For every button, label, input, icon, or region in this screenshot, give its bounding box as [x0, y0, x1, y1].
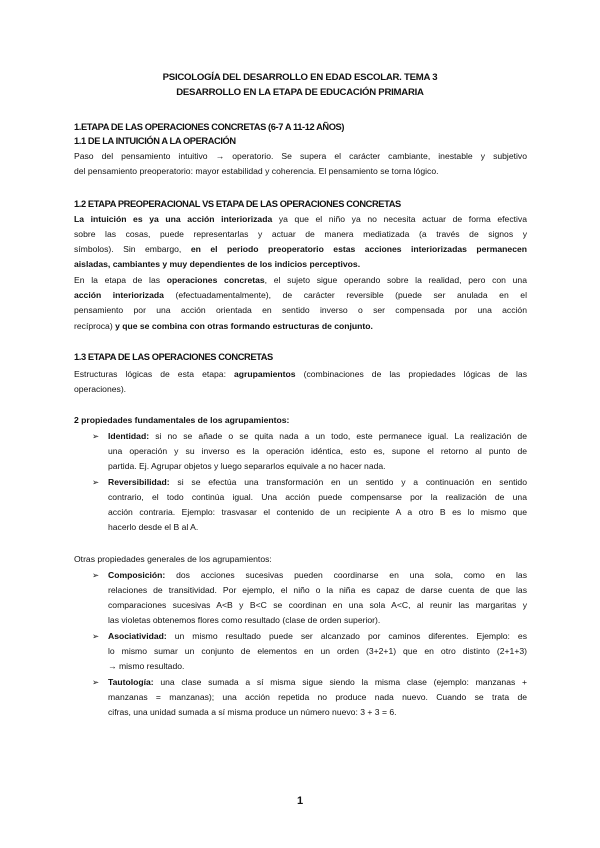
paragraph-line	[74, 368, 527, 380]
list-item-line: las violetas obtenemos flores como resultado (clase de orden superior).	[108, 615, 381, 625]
subsection-heading-1-3: 1.3 ETAPA DE LAS OPERACIONES CONCRETAS	[74, 352, 273, 362]
bullet-arrow-icon: ➢	[92, 570, 100, 580]
paragraph-line: sobre las cosas, puede representarlas y actuar de manera mediatizada (a través de signos y	[74, 229, 527, 239]
bold-text: Identidad:	[108, 431, 150, 441]
text: un mismo resultado puede ser alcanzado por caminos diferentes. Ejemplo: es	[166, 631, 527, 641]
bullet-arrow-icon: ➢	[92, 677, 100, 687]
subsection-heading-1-2: 1.2 ETAPA PREOPERACIONAL VS ETAPA DE LAS OPERACIONES CONCRETAS	[74, 199, 401, 209]
bold-text: y que se combina con otras formando estructuras de conjunto.	[112, 321, 373, 331]
list-item	[108, 676, 527, 688]
paragraph-line: operaciones).	[74, 384, 127, 394]
list-item	[108, 630, 527, 642]
paragraph-line	[74, 320, 373, 332]
bold-text: 2 propiedades fundamentales de los agrupamientos:	[74, 415, 290, 425]
bold-text: operaciones concretas	[166, 275, 265, 285]
text: (combinaciones de las propiedades lógicas de las	[295, 369, 527, 379]
paragraph-line: Otras propiedades generales de los agrupamientos:	[74, 554, 272, 564]
paragraph-line: pensamiento por una acción orientada en sentido inverso o ser compensada por una acción	[74, 305, 527, 315]
bold-text: aisladas, cambiantes y muy dependientes de los indicios perceptivos.	[74, 259, 361, 269]
paragraph-line	[74, 258, 360, 270]
list-item-line: partida. Ej. Agrupar objetos y luego separarlos equivale a no hacer nada.	[108, 461, 386, 471]
paragraph-line	[74, 213, 527, 225]
list-item-line: relaciones de transitividad. Por ejemplo, el niño o la niña es capaz de darse cuenta de que las	[108, 585, 527, 595]
list-item-line: comparaciones sucesivas A<B y B<C se coordinan en una sola A<C, al reunir las margaritas y	[108, 600, 527, 610]
bullet-arrow-icon: ➢	[92, 431, 100, 441]
bullet-arrow-icon: ➢	[92, 631, 100, 641]
text: , el sujeto sigue operando sobre la realidad, pero con una	[264, 275, 527, 285]
paragraph-line: Paso del pensamiento intuitivo → operatorio. Se supera el carácter cambiante, inestable y subjetivo	[74, 151, 527, 161]
bold-text: Composición:	[108, 570, 166, 580]
bold-text: Asociatividad:	[108, 631, 167, 641]
properties-heading	[74, 414, 289, 426]
text: una clase sumada a sí misma sigue siendo la misma clase (ejemplo: manzanas +	[153, 677, 527, 687]
list-item-line: manzanas = manzanas); una acción repetida no produce nada nuevo. Cuando se trata de	[108, 692, 527, 702]
text: si se efectúa una transformación en un sentido y a continuación en sentido	[169, 477, 527, 487]
subsection-heading-1-1: 1.1 DE LA INTUICIÓN A LA OPERACIÓN	[74, 136, 236, 146]
bold-text: acción interiorizada	[74, 290, 164, 300]
text: ya que el niño ya no necesita actuar de forma efectiva	[272, 214, 527, 224]
doc-title-line1: PSICOLOGÍA DEL DESARROLLO EN EDAD ESCOLAR. TEMA 3	[162, 72, 438, 83]
paragraph-line	[74, 289, 527, 301]
list-item	[108, 430, 527, 442]
text: recíproca)	[74, 321, 113, 331]
list-item-line: hacerlo desde el B al A.	[108, 522, 199, 532]
section-heading-1: 1.ETAPA DE LAS OPERACIONES CONCRETAS (6-7 A 11-12 AÑOS)	[74, 122, 345, 132]
text: símbolos). Sin embargo,	[74, 244, 191, 254]
paragraph-line	[74, 243, 527, 255]
list-item	[108, 476, 527, 488]
text: En la etapa de las	[74, 275, 167, 285]
paragraph-line	[74, 274, 527, 286]
bold-text: Tautología:	[108, 677, 154, 687]
list-item-line: una operación y su inverso es la operación idéntica, esto es, supone el retorno al punto de	[108, 446, 527, 456]
list-item-line: lo mismo sumar un conjunto de elementos en un orden (3+2+1) que en otro distinto (2+1+3)	[108, 646, 527, 656]
bold-text: en el periodo preoperatorio estas acciones interiorizadas permanecen	[190, 244, 528, 254]
text: si no se añade o se quita nada a un todo, este permanece igual. La realización de	[149, 431, 527, 441]
doc-title-line2: DESARROLLO EN LA ETAPA DE EDUCACIÓN PRIMARIA	[176, 87, 424, 98]
text: Estructuras lógicas de esta etapa:	[74, 369, 234, 379]
page-number: 1	[296, 795, 304, 807]
bold-text: Reversibilidad:	[108, 477, 170, 487]
paragraph-line: del pensamiento preoperatorio: mayor estabilidad y coherencia. El pensamiento se torna lógico.	[74, 166, 439, 176]
list-item-line: contrario, el todo continúa igual. Una acción puede compensarse por la realización de una	[108, 492, 527, 502]
list-item-line: cifras, una unidad sumada a sí misma produce un número nuevo: 3 + 3 = 6.	[108, 707, 397, 717]
bold-text: La intuición es ya una acción interiorizada	[74, 214, 273, 224]
text: (efectuadamentalmente), de carácter reversible (puede ser anulada en el	[163, 290, 527, 300]
list-item-line: acción contraria. Ejemplo: trasvasar el contenido de un recipiente A a otro B es lo mismo que	[108, 507, 527, 517]
text: dos acciones sucesivas pueden coordinarse en una sola, como en las	[165, 570, 527, 580]
list-item-line: → mismo resultado.	[108, 661, 185, 671]
bold-text: agrupamientos	[233, 369, 296, 379]
bullet-arrow-icon: ➢	[92, 477, 100, 487]
list-item	[108, 569, 527, 581]
